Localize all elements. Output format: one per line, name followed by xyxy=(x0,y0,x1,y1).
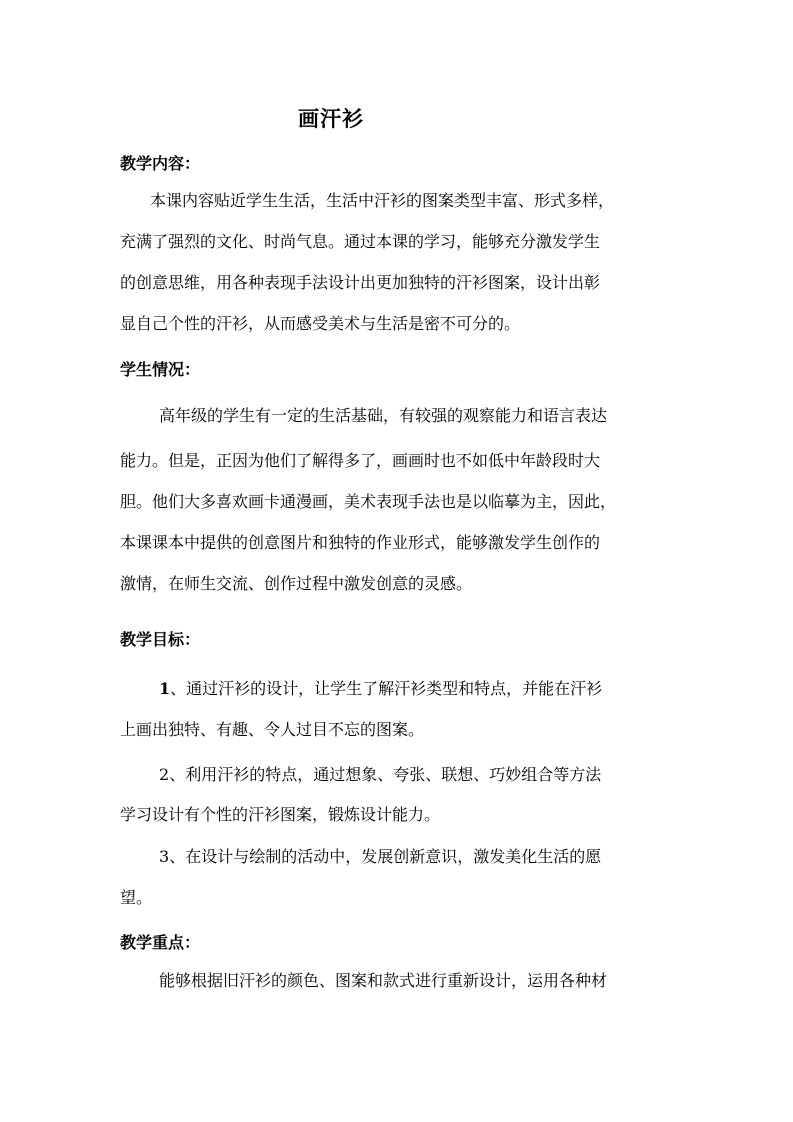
document-title: 画汗衫 xyxy=(298,106,364,131)
paragraph-line: 充满了强烈的文化、时尚气息。通过本课的学习，能够充分激发学生 xyxy=(120,232,601,251)
paragraph-line: 显自己个性的汗衫，从而感受美术与生活是密不可分的。 xyxy=(120,314,521,333)
paragraph-line: 的创意思维，用各种表现手法设计出更加独特的汗衫图案，设计出彰 xyxy=(120,273,601,292)
paragraph-line: 本课课本中提供的创意图片和独特的作业形式，能够激发学生创作的 xyxy=(120,533,601,552)
goal-number: 3 xyxy=(159,847,170,866)
goal-number: 1 xyxy=(159,679,171,698)
section-heading-goals: 教学目标： xyxy=(120,630,201,649)
goal-line: 学习设计有个性的汗衫图案，锻炼设计能力。 xyxy=(120,805,441,824)
section-heading-content: 教学内容： xyxy=(120,154,201,173)
paragraph-line: 胆。他们大多喜欢画卡通漫画，美术表现手法也是以临摹为主，因此， xyxy=(120,492,617,511)
goal-text: 、通过汗衫的设计，让学生了解汗衫类型和特点，并能在汗衫 xyxy=(170,679,603,698)
goal-number: 2 xyxy=(159,765,170,784)
goal-line: 上画出独特、有趣、令人过目不忘的图案。 xyxy=(120,720,425,739)
goal-text: 、利用汗衫的特点，通过想象、夸张、联想、巧妙组合等方法 xyxy=(169,765,602,784)
goal-line xyxy=(159,847,601,867)
section-heading-students: 学生情况： xyxy=(120,360,201,379)
goal-line xyxy=(159,765,601,785)
goal-text: 、在设计与绘制的活动中，发展创新意识，激发美化生活的愿 xyxy=(169,847,602,866)
paragraph-line: 高年级的学生有一定的生活基础，有较强的观察能力和语言表达 xyxy=(159,406,608,425)
paragraph-line: 本课内容贴近学生生活，生活中汗衫的图案类型丰富、形式多样， xyxy=(150,191,615,210)
paragraph-line: 能够根据旧汗衫的颜色、图案和款式进行重新设计，运用各种材 xyxy=(159,971,608,990)
section-heading-key-points: 教学重点： xyxy=(120,933,201,952)
goal-line xyxy=(159,679,602,699)
goal-line: 望。 xyxy=(120,888,153,907)
paragraph-line: 能力。但是，正因为他们了解得多了，画画时也不如低中年龄段时大 xyxy=(120,451,601,470)
paragraph-line: 激情，在师生交流、创作过程中激发创意的灵感。 xyxy=(120,574,473,593)
